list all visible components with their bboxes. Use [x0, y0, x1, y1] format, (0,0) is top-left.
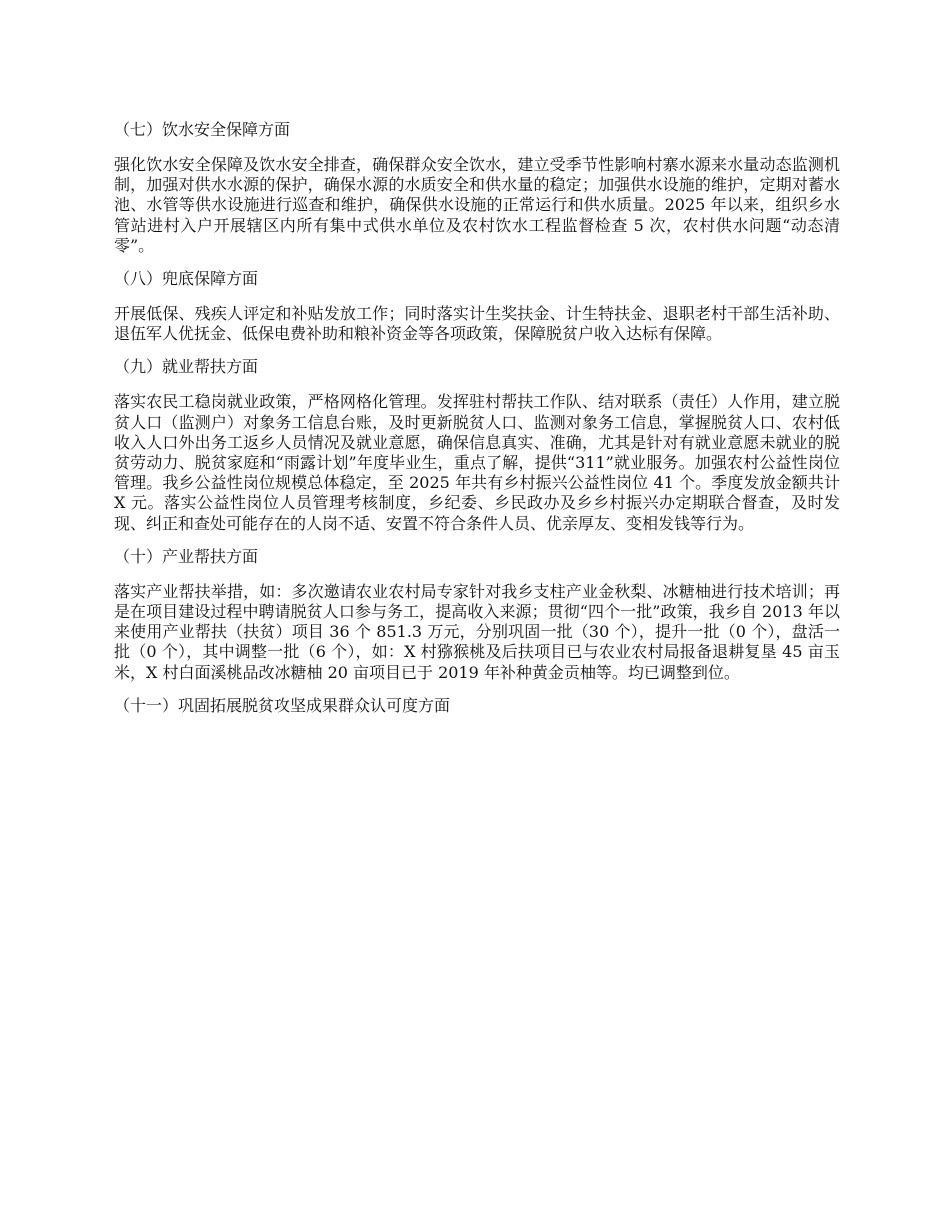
section-heading-7: （七）饮水安全保障方面 [114, 120, 291, 139]
section-body-10: 落实产业帮扶举措，如：多次邀请农业农村局专家针对我乡支柱产业金秋梨、冰糖柚进行技术培训；再是在项目建设过程中聘请脱贫人口参与务工，提高收入来源；贯彻“四个一批”政策，我乡自 2013 年以来使用产业帮扶（扶贫）项目 36 个 851.3 万元，分别巩固一批（30 个），提升一批（0 个），盘活一批（0 个），其中调整一批（6 个），如：X 村猕猴桃及后扶项目已与农业农村局报备退耕复垦 45 亩玉米，X 村白面溪桃品改冰糖柚 20 亩项目已于 2019 年补种黄金贡柚等。均已调整到位。 [114, 581, 840, 682]
section-body-8: 开展低保、残疾人评定和补贴发放工作；同时落实计生奖扶金、计生特扶金、退职老村干部生活补助、退伍军人优抚金、低保电费补助和粮补资金等各项政策，保障脱贫户收入达标有保障。 [114, 304, 840, 344]
section-heading-8: （八）兜底保障方面 [114, 269, 259, 289]
document-page [114, 120, 840, 731]
section-body-7: 强化饮水安全保障及饮水安全排查，确保群众安全饮水，建立受季节性影响村寨水源来水量动态监测机制，加强对供水水源的保护，确保水源的水质安全和供水量的稳定；加强供水设施的维护，定期对蓄水池、水管等供水设施进行巡查和维护，确保供水设施的正常运行和供水质量。2025 年以来，组织乡水管站进村入户开展辖区内所有集中式供水单位及农村饮水工程监督检查 5 次，农村供水问题“动态清零”。 [114, 155, 840, 255]
section-heading-9: （九）就业帮扶方面 [114, 357, 259, 377]
section-body-9: 落实农民工稳岗就业政策，严格网格化管理。发挥驻村帮扶工作队、结对联系（责任）人作用，建立脱贫人口（监测户）对象务工信息台账，及时更新脱贫人口、监测对象务工信息，掌握脱贫人口、农村低收入人口外出务工返乡人员情况及就业意愿，确保信息真实、准确，尤其是针对有就业意愿未就业的脱贫劳动力、脱贫家庭和“雨露计划”年度毕业生，重点了解，提供“311”就业服务。加强农村公益性岗位管理。我乡公益性岗位规模总体稳定，至 2025 年共有乡村振兴公益性岗位 41 个。季度发放金额共计 X 元。落实公益性岗位人员管理考核制度，乡纪委、乡民政办及乡乡村振兴办定期联合督查，及时发现、纠正和查处可能存在的人岗不适、安置不符合条件人员、优亲厚友、变相发钱等行为。 [114, 392, 840, 533]
section-heading-11: （十一）巩固拓展脱贫攻坚成果群众认可度方面 [114, 695, 451, 715]
section-heading-10: （十）产业帮扶方面 [114, 546, 259, 566]
